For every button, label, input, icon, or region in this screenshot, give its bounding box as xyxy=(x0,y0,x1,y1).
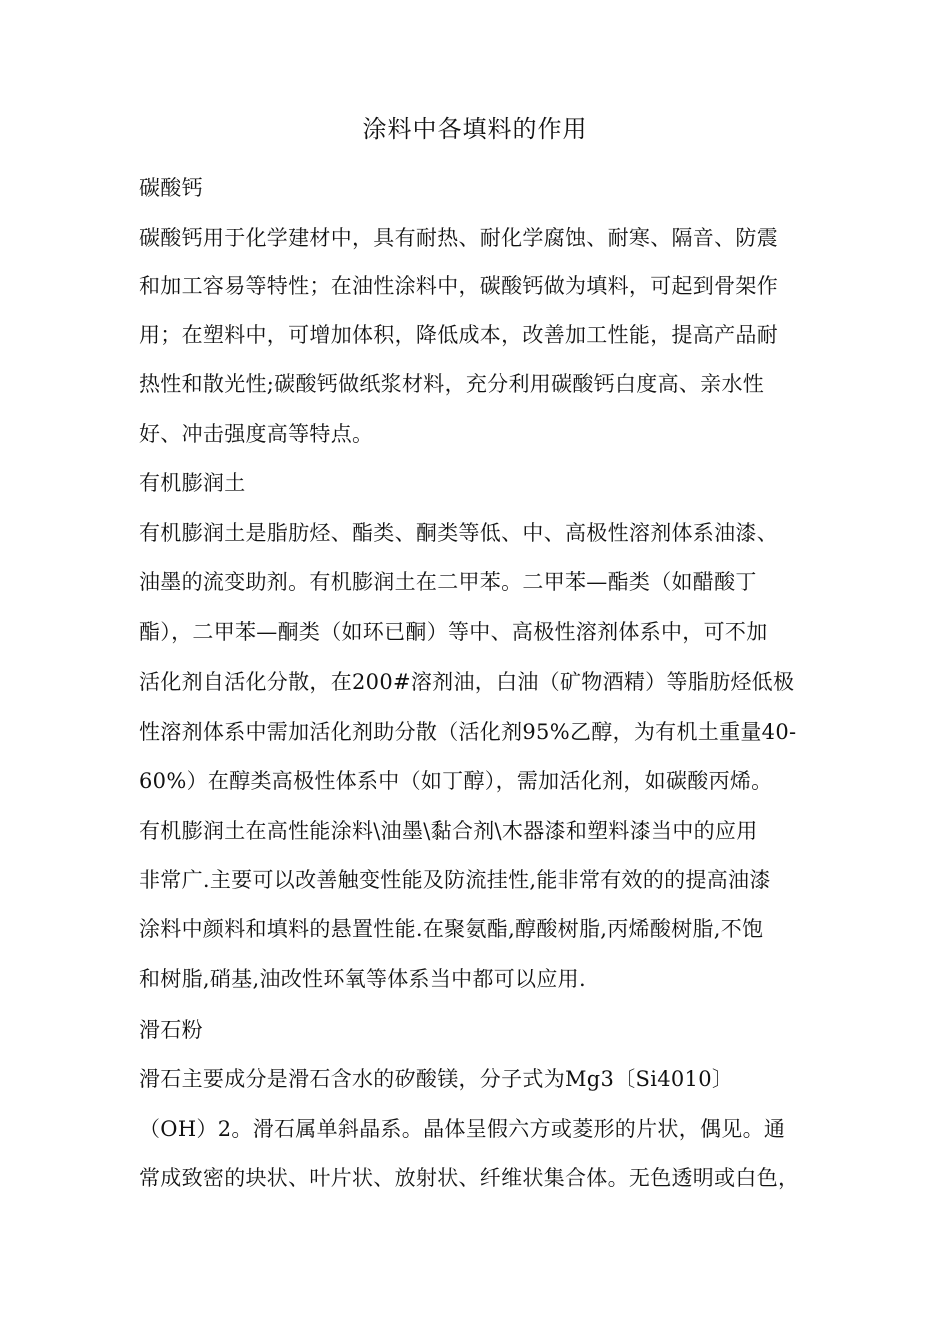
section-heading-organic-bentonite: 有机膨润土 xyxy=(139,471,246,495)
paragraph-line: 和加工容易等特性；在油性涂料中，碳酸钙做为填料，可起到骨架作 xyxy=(139,274,778,298)
document-title: 涂料中各填料的作用 xyxy=(362,115,588,143)
paragraph-line: 非常广.主要可以改善触变性能及防流挂性,能非常有效的的提高油漆 xyxy=(139,868,771,892)
paragraph-line: 活化剂自活化分散，在200#溶剂油，白油（矿物酒精）等脂肪烃低极 xyxy=(139,670,795,694)
paragraph-line: 有机膨润土是脂肪烃、酯类、酮类等低、中、高极性溶剂体系油漆、 xyxy=(139,521,778,545)
paragraph-line: 性溶剂体系中需加活化剂助分散（活化剂95%乙醇，为有机土重量40- xyxy=(139,720,797,744)
paragraph-line: 常成致密的块状、叶片状、放射状、纤维状集合体。无色透明或白色， xyxy=(139,1166,800,1190)
paragraph-line: 碳酸钙用于化学建材中，具有耐热、耐化学腐蚀、耐寒、隔音、防震 xyxy=(139,226,778,250)
paragraph-line: 用；在塑料中，可增加体积，降低成本，改善加工性能，提高产品耐 xyxy=(139,323,778,347)
paragraph-line: 和树脂,硝基,油改性环氧等体系当中都可以应用. xyxy=(139,967,586,991)
paragraph-line: 油墨的流变助剂。有机膨润土在二甲苯。二甲苯—酯类（如醋酸丁 xyxy=(139,570,757,594)
section-heading-calcium-carbonate: 碳酸钙 xyxy=(139,176,203,200)
paragraph-line: 好、冲击强度高等特点。 xyxy=(139,422,374,446)
paragraph-line: 热性和散光性;碳酸钙做纸浆材料，充分利用碳酸钙白度高、亲水性 xyxy=(139,372,765,396)
section-heading-talc: 滑石粉 xyxy=(139,1018,203,1042)
paragraph-line: 涂料中颜料和填料的悬置性能.在聚氨酯,醇酸树脂,丙烯酸树脂,不饱 xyxy=(139,917,764,941)
paragraph-line: 滑石主要成分是滑石含水的矽酸镁，分子式为Mg3〔Si4010〕 xyxy=(139,1067,734,1091)
paragraph-line: （OH）2。滑石属单斜晶系。晶体呈假六方或菱形的片状，偶见。通 xyxy=(139,1117,786,1141)
paragraph-line: 酯），二甲苯—酮类（如环已酮）等中、高极性溶剂体系中，可不加 xyxy=(139,620,768,644)
paragraph-line: 有机膨润土在高性能涂料\油墨\黏合剂\木器漆和塑料漆当中的应用 xyxy=(139,819,758,843)
paragraph-line: 60%）在醇类高极性体系中（如丁醇），需加活化剂，如碳酸丙烯。 xyxy=(139,769,773,793)
